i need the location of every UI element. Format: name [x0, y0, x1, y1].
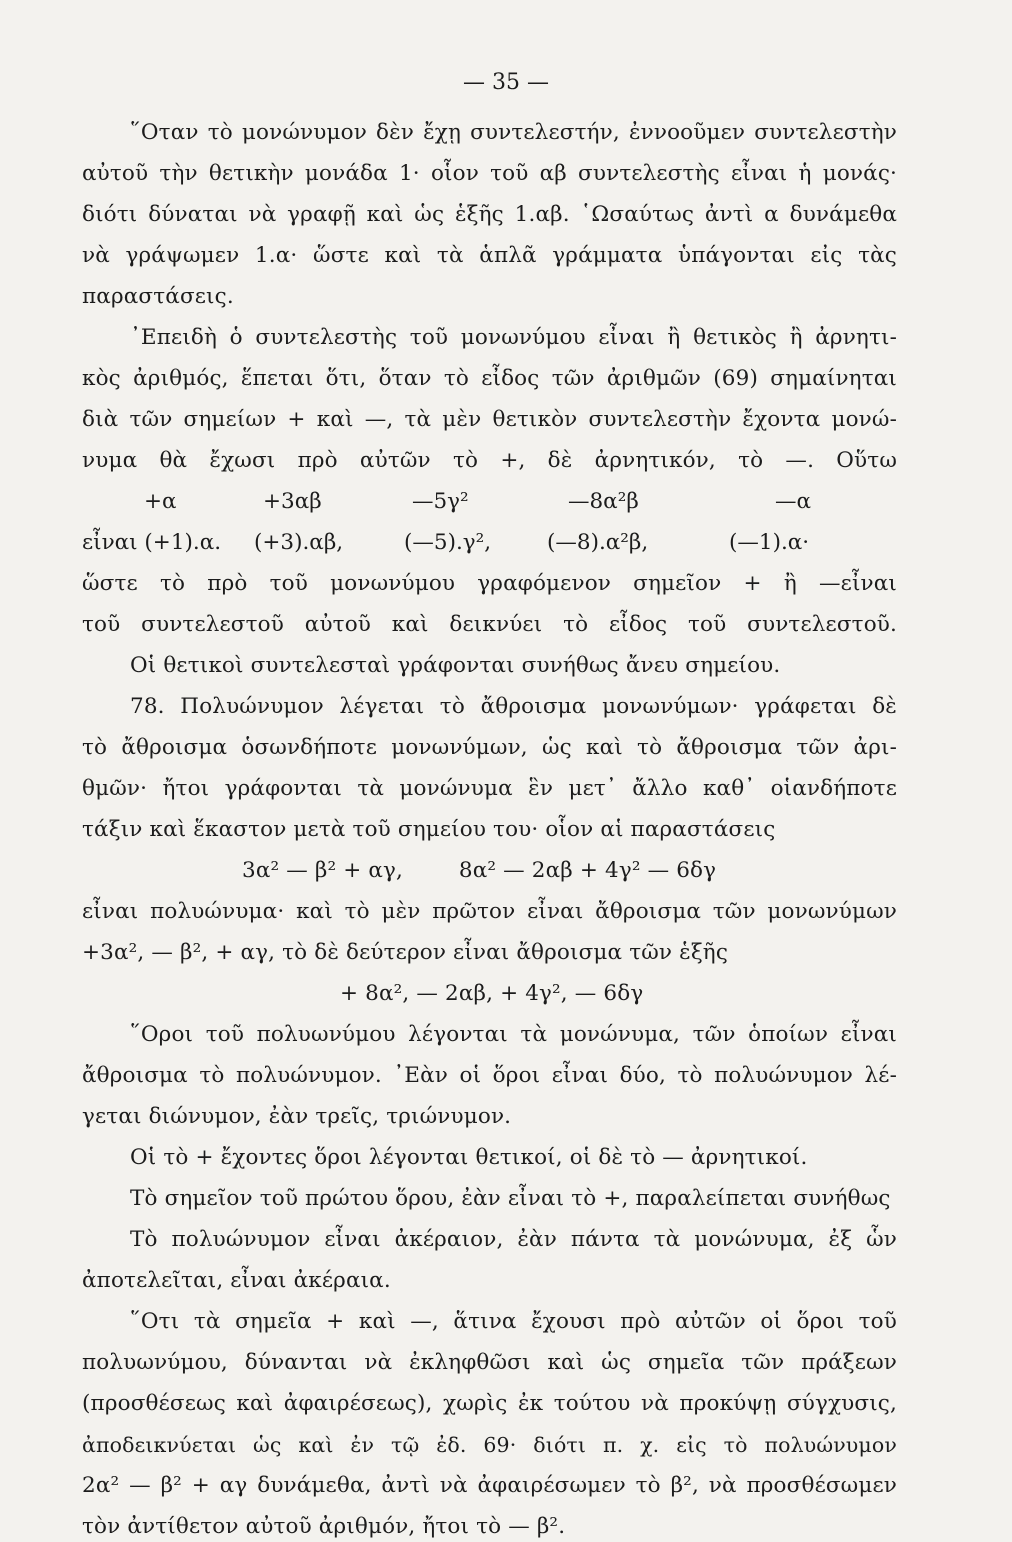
- text-line: νὰ γράψωμεν 1.α· ὥστε καὶ τὰ ἁπλᾶ γράμματα ὑπάγονται εἰς τὰς: [82, 243, 897, 268]
- text-line: τὸ ἄθροισμα ὁσωνδήποτε μονωνύμων, ὡς καὶ τὸ ἄθροισμα τῶν ἀρι-: [82, 735, 897, 760]
- formula-polynomials: 3α² — β² + αγ, 8α² — 2αβ + 4γ² — 6δγ: [242, 858, 717, 883]
- monomial: —8α²β: [568, 489, 639, 514]
- text-line: ῞Οροι τοῦ πολυωνύμου λέγονται τὰ μονώνυμα, τῶν ὁποίων εἶναι: [130, 1022, 897, 1047]
- text-line: νυμα θὰ ἔχωσι πρὸ αὐτῶν τὸ +, δὲ ἀρνητικόν, τὸ —. Οὕτω: [82, 448, 897, 473]
- text-line: θμῶν· ἤτοι γράφονται τὰ μονώνυμα ἓν μετ᾽ ἄλλο καθ᾽ οἱανδήποτε: [82, 776, 897, 801]
- monomial-expanded: (—8).α²β,: [547, 530, 649, 555]
- text-line: διὰ τῶν σημείων + καὶ —, τὰ μὲν θετικὸν συντελεστὴν ἔχοντα μονώ-: [82, 407, 897, 432]
- text-line: διότι δύναται νὰ γραφῇ καὶ ὡς ἑξῆς 1.αβ. ῾Ωσαύτως ἀντὶ α δυνάμεθα: [82, 202, 897, 227]
- monomial: —α: [775, 489, 812, 514]
- text-line: (προσθέσεως καὶ ἀφαιρέσεως), χωρὶς ἐκ τούτου νὰ προκύψῃ σύγχυσις,: [82, 1391, 897, 1416]
- text-line: ἀποτελεῖται, εἶναι ἀκέραια.: [82, 1268, 391, 1293]
- monomial-expanded: εἶναι (+1).α.: [82, 530, 222, 555]
- text-line: παραστάσεις.: [82, 284, 234, 309]
- monomial-expanded: (+3).αβ,: [254, 530, 344, 555]
- text-line: ὥστε τὸ πρὸ τοῦ μονωνύμου γραφόμενον σημεῖον + ἢ —εἶναι: [82, 571, 897, 596]
- page-number: — 35 —: [463, 70, 549, 95]
- monomial-expanded: (—1).α·: [729, 530, 810, 555]
- monomial: +α: [144, 489, 177, 514]
- text-line: Οἱ τὸ + ἔχοντες ὅροι λέγονται θετικοί, οἱ δὲ τὸ — ἀρνητικοί.: [130, 1145, 808, 1170]
- text-line: ῞Οτι τὰ σημεῖα + καὶ —, ἅτινα ἔχουσι πρὸ αὐτῶν οἱ ὅροι τοῦ: [130, 1309, 897, 1334]
- formula-terms: + 8α², — 2αβ, + 4γ², — 6δγ: [340, 981, 644, 1006]
- text-line: 2α² — β² + αγ δυνάμεθα, ἀντὶ νὰ ἀφαιρέσωμεν τὸ β², νὰ προσθέσωμεν: [82, 1473, 897, 1498]
- monomial-expanded: (—5).γ²,: [404, 530, 492, 555]
- monomial: —5γ²: [412, 489, 469, 514]
- text-line: πολυωνύμου, δύνανται νὰ ἐκληφθῶσι καὶ ὡς σημεῖα τῶν πράξεων: [82, 1350, 897, 1375]
- text-line: ῞Οταν τὸ μονώνυμον δὲν ἔχῃ συντελεστήν, ἐννοοῦμεν συντελεστὴν: [130, 120, 897, 145]
- text-line: Τὸ πολυώνυμον εἶναι ἀκέραιον, ἐὰν πάντα τὰ μονώνυμα, ἐξ ὧν: [130, 1227, 897, 1252]
- text-line: γεται διώνυμον, ἐὰν τρεῖς, τριώνυμον.: [82, 1104, 512, 1129]
- text-line: τὸν ἀντίθετον αὐτοῦ ἀριθμόν, ἤτοι τὸ — β².: [82, 1514, 566, 1539]
- text-line: Οἱ θετικοὶ συντελεσταὶ γράφονται συνήθως ἄνευ σημείου.: [130, 653, 781, 678]
- text-line: τάξιν καὶ ἕκαστον μετὰ τοῦ σημείου του· οἷον αἱ παραστάσεις: [82, 817, 776, 842]
- monomial: +3αβ: [263, 489, 322, 514]
- text-line: ἄθροισμα τὸ πολυώνυμον. ᾿Εὰν οἱ ὅροι εἶναι δύο, τὸ πολυώνυμον λέ-: [82, 1063, 897, 1088]
- text-line: εἶναι πολυώνυμα· καὶ τὸ μὲν πρῶτον εἶναι ἄθροισμα τῶν μονωνύμων: [82, 899, 897, 924]
- text-line: κὸς ἀριθμός, ἕπεται ὅτι, ὅταν τὸ εἶδος τῶν ἀριθμῶν (69) σημαίνηται: [82, 366, 897, 391]
- text-line: ᾿Επειδὴ ὁ συντελεστὴς τοῦ μονωνύμου εἶναι ἢ θετικὸς ἢ ἀρνητι-: [130, 325, 897, 350]
- section-78-start: 78. Πολυώνυμον λέγεται τὸ ἄθροισμα μονωνύμων· γράφεται δὲ: [130, 694, 897, 719]
- text-line: τοῦ συντελεστοῦ αὐτοῦ καὶ δεικνύει τὸ εἶδος τοῦ συντελεστοῦ.: [82, 612, 897, 637]
- text-line: Τὸ σημεῖον τοῦ πρώτου ὅρου, ἐὰν εἶναι τὸ +, παραλείπεται συνήθως: [130, 1186, 891, 1211]
- text-line: +3α², — β², + αγ, τὸ δὲ δεύτερον εἶναι ἄθροισμα τῶν ἑξῆς: [82, 940, 729, 965]
- text-line: ἀποδεικνύεται ὡς καὶ ἐν τῷ ἐδ. 69· διότι π. χ. εἰς τὸ πολυώνυμον: [82, 1433, 897, 1457]
- text-line: αὐτοῦ τὴν θετικὴν μονάδα 1· οἷον τοῦ αβ συντελεστὴς εἶναι ἡ μονάς·: [82, 161, 897, 186]
